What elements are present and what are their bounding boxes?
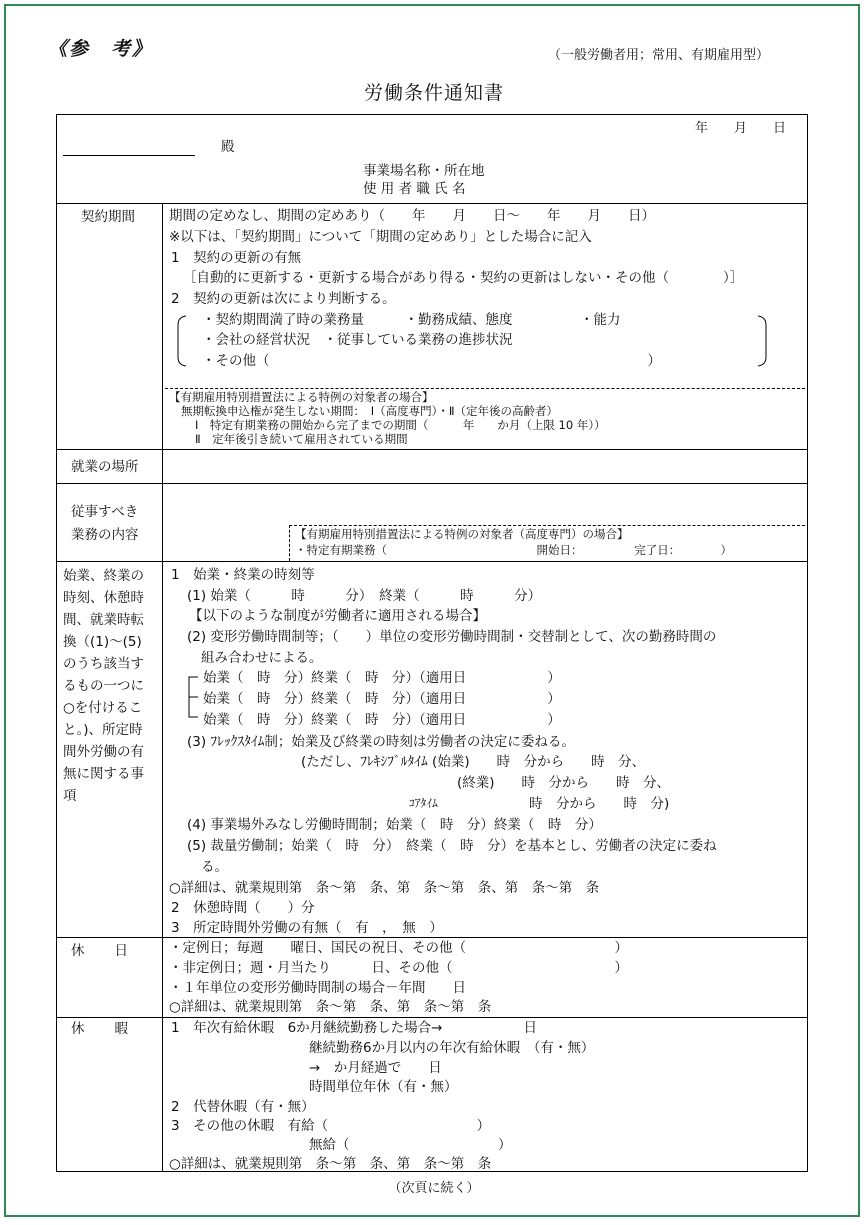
hours-label-line: るもの一つに	[63, 678, 144, 694]
hours-discretionary-cont: る。	[201, 859, 228, 875]
form-type: （一般労働者用；常用、有期雇用型）	[548, 48, 770, 63]
special-case-divider	[165, 388, 805, 389]
duties-special-heading: 【有期雇用特別措置法による特例の対象者（高度専門）の場合】	[295, 527, 629, 541]
contract-line-5: 2 契約の更新は次により判断する。	[171, 291, 396, 307]
row-divider	[57, 203, 807, 204]
column-divider	[162, 203, 163, 1171]
reference-label: 《参 考》	[48, 38, 154, 60]
hours-deemed[interactable]: (4) 事業場外みなし労働時間制；始業（ 時 分）終業（ 時 分）	[187, 817, 602, 833]
hours-system-heading: 【以下のような制度が労働者に適用される場合】	[189, 608, 486, 624]
hours-core-label: ｺｱﾀｲﾑ	[409, 796, 438, 810]
hours-label-line: 時刻、休憩時	[63, 590, 144, 606]
duties-special-top	[289, 525, 805, 526]
hours-label-line: 無に関する事	[63, 766, 144, 782]
hours-label-line: のうち該当す	[63, 656, 144, 672]
hours-label-line: 換（(1)～(5)	[63, 634, 142, 650]
holiday-rules-detail[interactable]: ○詳細は、就業規則第 条～第 条、第 条～第 条	[169, 999, 492, 1015]
leave-annual-within[interactable]: 継続勤務6か月以内の年次有給休暇 （有・無）	[309, 1040, 595, 1056]
leave-annual[interactable]: 1 年次有給休暇 6か月継続勤務した場合→ 日	[171, 1020, 537, 1036]
special-case-period: 無期転換申込権が発生しない期間： Ⅰ（高度専門）・Ⅱ（定年後の高齢者）	[181, 404, 559, 418]
duties-special-field[interactable]: ・特定有期業務（ 開始日： 完了日： ）	[295, 543, 732, 557]
special-case-type-1[interactable]: Ⅰ 特定有期業務の開始から完了までの期間（ 年 か月（上限 10 年））	[195, 418, 606, 432]
workplace-label: 就業の場所	[71, 459, 139, 475]
contract-line-4[interactable]: ［自動的に更新する・更新する場合があり得る・契約の更新はしない・その他（ ）］	[183, 270, 744, 286]
employer-representative: 使 用 者 職 氏 名	[363, 181, 466, 197]
hours-flextime: (3) ﾌﾚｯｸｽﾀｲﾑ制；始業及び終業の時刻は労働者の決定に委ねる。	[187, 734, 575, 750]
hours-fixed-time[interactable]: (1) 始業（ 時 分） 終業（ 時 分）	[187, 588, 542, 604]
hours-overtime[interactable]: 3 所定時間外労働の有無（ 有 ， 無 ）	[171, 920, 443, 936]
contract-line-3: 1 契約の更新の有無	[171, 250, 302, 266]
hours-label-line: 間、就業時転	[63, 612, 144, 628]
holiday-irregular[interactable]: ・非定例日；週・月当たり 日、その他（ ）	[169, 960, 628, 976]
holiday-regular[interactable]: ・定例日；毎週 曜日、国民の祝日、その他（ ）	[169, 940, 628, 956]
hours-variable-cont: 組み合わせによる。	[201, 650, 323, 666]
hours-label-line: 項	[63, 788, 77, 804]
contract-criteria-3[interactable]: ・その他（ ）	[202, 353, 661, 369]
contract-criteria-2: ・会社の経営状況 ・従事している業務の進捗状況	[202, 332, 513, 348]
hours-discretionary[interactable]: (5) 裁量労働制；始業（ 時 分） 終業（ 時 分）を基本とし、労働者の決定に委ね	[187, 838, 717, 854]
row-divider	[57, 1017, 807, 1018]
duties-label-1: 従事すべき	[71, 504, 139, 520]
hours-label	[63, 565, 144, 807]
hours-core-time[interactable]: 時 分から 時 分)	[529, 796, 670, 812]
hours-line-1: 1 始業・終業の時刻等	[171, 567, 315, 583]
shift-row-3[interactable]: 始業（ 時 分）終業（ 時 分）（適用日 ）	[203, 712, 561, 728]
hours-flexible-start[interactable]: (ただし、ﾌﾚｷｼﾌﾞﾙﾀｲﾑ (始業) 時 分から 時 分、	[301, 754, 646, 770]
row-divider	[57, 483, 807, 484]
leave-label: 休 暇	[71, 1021, 129, 1037]
holiday-label: 休 日	[71, 943, 129, 959]
contract-line-1[interactable]: 期間の定めなし、期間の定めあり（ 年 月 日～ 年 月 日）	[169, 208, 655, 224]
right-brace-icon	[757, 315, 769, 367]
leave-substitute[interactable]: 2 代替休暇（有・無）	[171, 1099, 315, 1115]
left-brace-icon	[175, 315, 187, 367]
contract-line-2: ※以下は、「契約期間」について「期間の定めあり」とした場合に記入	[169, 229, 592, 245]
continued-note: （次頁に続く）	[388, 1181, 480, 1196]
employer-name-address: 事業場名称・所在地	[363, 163, 485, 179]
duties-special-left	[289, 525, 290, 561]
hours-label-line: 始業、終業の	[63, 568, 144, 584]
holiday-annual[interactable]: ・１年単位の変形労働時間制の場合－年間 日	[169, 980, 466, 996]
leave-other-unpaid[interactable]: 無給（ ）	[309, 1137, 512, 1153]
addressee-suffix: 殿	[221, 139, 235, 155]
leave-months-elapsed[interactable]: → か月経過で 日	[309, 1060, 442, 1076]
row-divider	[57, 561, 807, 562]
date-field[interactable]: 年 月 日	[695, 121, 787, 136]
hours-flexible-end[interactable]: (終業) 時 分から 時 分、	[457, 775, 671, 791]
hours-label-line: と。)、所定時	[63, 722, 143, 738]
workplace-field[interactable]	[169, 459, 799, 477]
shift-row-2[interactable]: 始業（ 時 分）終業（ 時 分）（適用日 ）	[203, 691, 561, 707]
hours-label-line: 間外労働の有	[63, 744, 144, 760]
hours-rules-detail[interactable]: ○詳細は、就業規則第 条～第 条、第 条～第 条、第 条～第 条	[169, 880, 600, 896]
special-case-heading: 【有期雇用特別措置法による特例の対象者の場合】	[169, 390, 434, 404]
addressee-line	[63, 155, 195, 156]
row-divider	[57, 937, 807, 938]
hours-break[interactable]: 2 休憩時間（ ）分	[171, 900, 315, 916]
hours-label-line: ○を付けるこ	[63, 700, 143, 716]
shift-row-1[interactable]: 始業（ 時 分）終業（ 時 分）（適用日 ）	[203, 670, 561, 686]
leave-other-paid[interactable]: 3 その他の休暇 有給（ ）	[171, 1118, 491, 1134]
shift-bracket-icon	[187, 673, 199, 721]
leave-rules-detail[interactable]: ○詳細は、就業規則第 条～第 条、第 条～第 条	[169, 1156, 492, 1172]
notice-table	[56, 114, 808, 1172]
special-case-type-2: Ⅱ 定年後引き続いて雇用されている期間	[195, 432, 408, 446]
duties-label-2: 業務の内容	[71, 527, 139, 543]
document-title: 労働条件通知書	[363, 82, 504, 104]
hours-variable-system[interactable]: (2) 変形労働時間制等；（ ）単位の変形労働時間制・交替制として、次の勤務時間の	[187, 629, 717, 645]
row-divider	[57, 449, 807, 450]
contract-label: 契約期間	[81, 209, 135, 225]
contract-criteria-1: ・契約期間満了時の業務量 ・勤務成績、態度 ・能力	[202, 312, 621, 328]
leave-hourly[interactable]: 時間単位年休（有・無）	[309, 1079, 458, 1095]
